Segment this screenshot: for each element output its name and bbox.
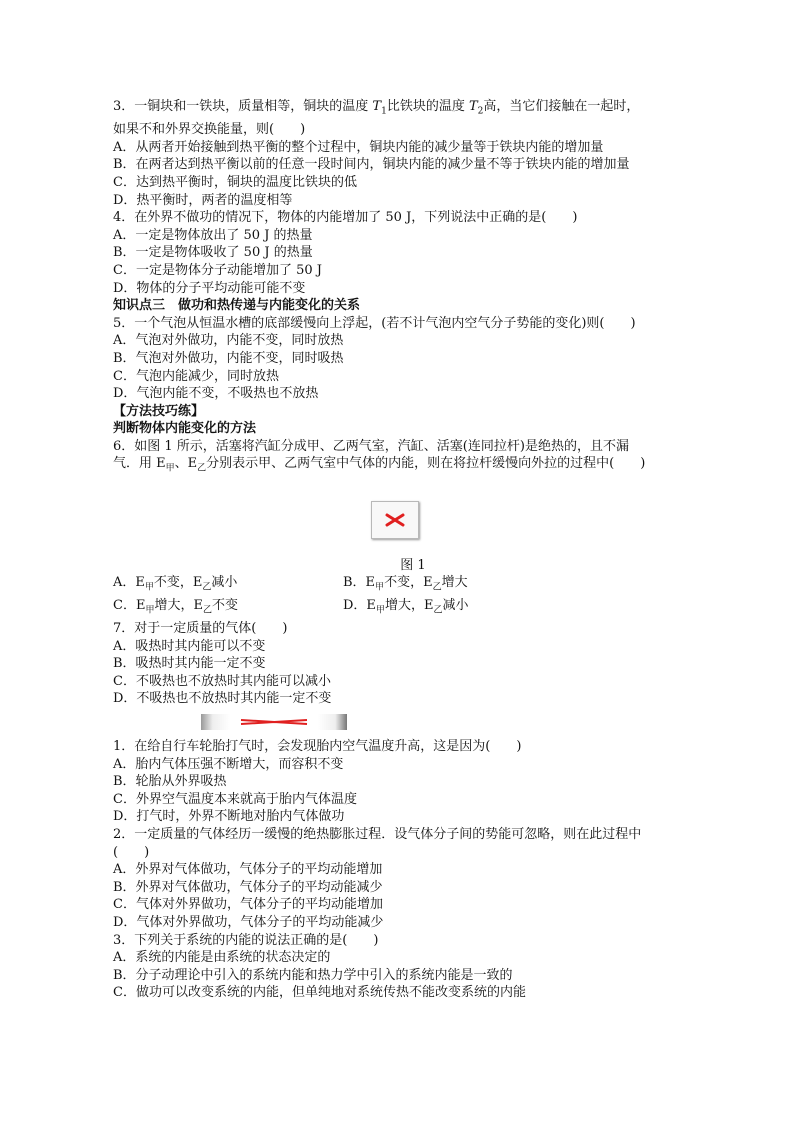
method-topic: 判断物体内能变化的方法 bbox=[113, 421, 257, 437]
q7-stem: 7．对于一定质量的气体( ) bbox=[113, 621, 288, 637]
section-heading-3: 知识点三 做功和热传递与内能变化的关系 bbox=[113, 298, 361, 314]
p2-option-c: C．气体对外界做功，气体分子的平均动能增加 bbox=[113, 897, 383, 913]
q3-option-d: D．热平衡时，两者的温度相等 bbox=[113, 192, 293, 208]
p3-option-c: C．做功可以改变系统的内能，但单纯地对系统传热不能改变系统的内能 bbox=[113, 985, 526, 1001]
p1-option-c: C．外界空气温度本来就高于胎内气体温度 bbox=[113, 791, 357, 807]
q4-option-b: B．一定是物体吸收了 50 J 的热量 bbox=[113, 245, 313, 261]
q6-stem-line1: 6．如图 1 所示，活塞将汽缸分成甲、乙两气室，汽缸、活塞(连同拉杆)是绝热的，且不漏 bbox=[113, 438, 629, 454]
red-x-icon bbox=[384, 513, 406, 527]
q6-option-b: B．$E_甲$不变，$E_乙$增大 bbox=[343, 574, 468, 593]
q3-stem: 3．一铜块和一铁块，质量相等，铜块的温度 $T_1$比铁块的温度 $T_2$高，当它们接触在一起时， bbox=[113, 99, 640, 117]
q7-option-d: D．不吸热也不放热时其内能一定不变 bbox=[113, 691, 332, 707]
p2-option-b: B．外界对气体做功，气体分子的平均动能减少 bbox=[113, 879, 383, 895]
q4-option-c: C．一定是物体分子动能增加了 50 J bbox=[113, 262, 322, 278]
q6-options-row2 bbox=[113, 597, 693, 620]
p2-stem-line1: 2．一定质量的气体经历一缓慢的绝热膨胀过程．设气体分子间的势能可忽略，则在此过程中 bbox=[113, 826, 642, 842]
worksheet bbox=[113, 98, 693, 1002]
p2-option-a: A．外界对气体做功，气体分子的平均动能增加 bbox=[113, 862, 383, 878]
q3-option-c: C．达到热平衡时，铜块的温度比铁块的低 bbox=[113, 174, 357, 190]
q6-option-d: D．$E_甲$增大，$E_乙$减小 bbox=[343, 597, 469, 616]
p1-option-b: B．轮胎从外界吸热 bbox=[113, 774, 227, 790]
p2-option-d: D．气体对外界做功，气体分子的平均动能减少 bbox=[113, 914, 384, 930]
q6-options-row1 bbox=[113, 574, 693, 597]
p1-option-d: D．打气时，外界不断地对胎内气体做功 bbox=[113, 809, 345, 825]
p3-option-a: A．系统的内能是由系统的状态决定的 bbox=[113, 950, 331, 966]
q5-option-b: B．气泡对外做功，内能不变，同时吸热 bbox=[113, 350, 344, 366]
q4-option-d: D．物体的分子平均动能可能不变 bbox=[113, 280, 306, 296]
q3-option-a: A．从两者开始接触到热平衡的整个过程中，铜块内能的减少量等于铁块内能的增加量 bbox=[113, 139, 604, 155]
q7-option-a: A．吸热时其内能可以不变 bbox=[113, 638, 266, 654]
p1-stem: 1．在给自行车轮胎打气时，会发现胎内空气温度升高，这是因为( ) bbox=[113, 739, 522, 754]
p3-stem: 3．下列关于系统的内能的说法正确的是( ) bbox=[113, 932, 379, 948]
red-x-icon bbox=[201, 714, 347, 730]
q4-option-a: A．一定是物体放出了 50 J 的热量 bbox=[113, 227, 313, 243]
section-banner-broken-image-icon bbox=[201, 714, 347, 730]
q4-stem: 4．在外界不做功的情况下，物体的内能增加了 50 J，下列说法中正确的是( ) bbox=[113, 210, 578, 226]
q6-option-a: A．$E_甲$不变，$E_乙$减小 bbox=[113, 574, 238, 593]
q6-option-c: C．$E_甲$增大，$E_乙$不变 bbox=[113, 597, 238, 616]
q5-stem: 5．一个气泡从恒温水槽的底部缓慢向上浮起，(若不计气泡内空气分子势能的变化)则( ) bbox=[113, 315, 636, 331]
p1-option-a: A．胎内气体压强不断增大，而容积不变 bbox=[113, 756, 344, 772]
figure-1-caption: 图 1 bbox=[400, 557, 426, 573]
figure-1-broken-image-icon bbox=[371, 501, 419, 539]
q6-stem-line2: 气．用 $E_甲$、$E_乙$分别表示甲、乙两气室中气体的内能，则在将拉杆缓慢向外拉的过程中( ) bbox=[113, 456, 646, 475]
q7-option-c: C．不吸热也不放热时其内能可以减小 bbox=[113, 673, 331, 689]
q3-option-b: B．在两者达到热平衡以前的任意一段时间内，铜块内能的减少量不等于铁块内能的增加量 bbox=[113, 157, 630, 173]
p3-option-b: B．分子动理论中引入的系统内能和热力学中引入的系统内能是一致的 bbox=[113, 967, 513, 983]
method-header: 【方法技巧练】 bbox=[113, 403, 205, 419]
q5-option-a: A．气泡对外做功，内能不变，同时放热 bbox=[113, 333, 344, 349]
p2-stem-line2: ( ) bbox=[113, 844, 150, 860]
q3-stem-line2: 如果不和外界交换能量，则( ) bbox=[113, 122, 306, 138]
q7-option-b: B．吸热时其内能一定不变 bbox=[113, 656, 266, 672]
q5-option-d: D．气泡内能不变，不吸热也不放热 bbox=[113, 386, 319, 402]
q5-option-c: C．气泡内能减少，同时放热 bbox=[113, 368, 279, 384]
